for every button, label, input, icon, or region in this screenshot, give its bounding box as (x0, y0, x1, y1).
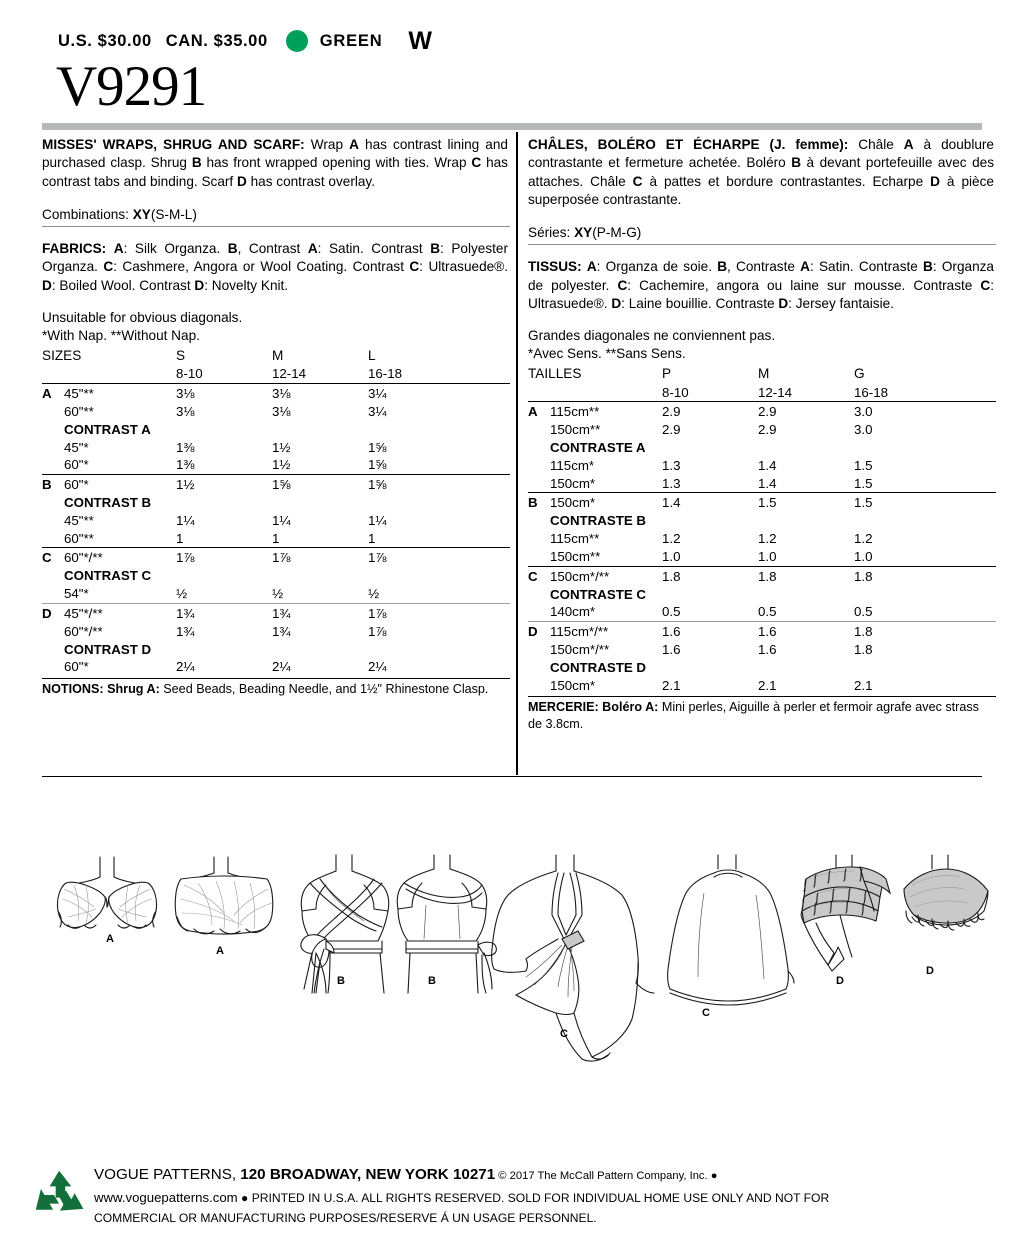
yardage-row (528, 493, 996, 512)
yardage-value: 1⅝ (368, 439, 387, 455)
fabric-width: 150cm* (550, 475, 596, 491)
garment-title-fr: CHÂLES, BOLÉRO ET ÉCHARPE (J. femme): (528, 137, 849, 152)
contrast-group-header: CONTRAST A (64, 421, 151, 437)
yardage-value (272, 421, 368, 439)
yardage-value: 3¼ (368, 403, 387, 419)
size-number-3: 16-18 (368, 366, 403, 382)
yardage-table-body-fr (528, 365, 996, 694)
yardage-value: 1¾ (176, 623, 195, 639)
fabric-width: 115cm*/** (550, 622, 662, 641)
fabric-width: 115cm* (550, 457, 595, 473)
yardage-row (528, 566, 996, 585)
size-number-1: 8-10 (662, 384, 689, 400)
fabrics-rule-en (42, 226, 510, 227)
yardage-row (42, 439, 510, 457)
yardage-row (528, 457, 996, 475)
yardage-row (528, 512, 996, 530)
view-letter: A (528, 402, 550, 421)
price-us: U.S. $30.00 (58, 31, 152, 50)
yardage-value: 1¼ (368, 512, 387, 528)
yardage-value (272, 494, 368, 512)
view-letter (528, 457, 550, 475)
yardage-row (42, 530, 510, 548)
fabric-width: 45"*/** (64, 603, 176, 622)
fabric-width: 150cm** (550, 422, 601, 438)
yardage-value: 1⅝ (368, 475, 510, 494)
yardage-value (758, 659, 854, 677)
fabrics-label-fr: TISSUS: (528, 259, 582, 275)
fabrics-en (42, 240, 510, 295)
figure-b-back (390, 853, 500, 1003)
yardage-row (528, 677, 996, 695)
yardage-row (528, 439, 996, 457)
yardage-value (758, 586, 854, 604)
yardage-value (176, 421, 272, 439)
yardage-value: 1.8 (662, 566, 758, 585)
nap-note-fr: *Avec Sens. **Sans Sens. (528, 346, 686, 362)
yardage-value: 1.8 (854, 641, 873, 657)
yardage-value: 1.4 (662, 493, 758, 512)
fabric-width: 45"** (64, 512, 94, 528)
size-col-1: P (662, 366, 672, 382)
copyright-text: © 2017 The McCall Pattern Company, Inc. ● (495, 1170, 718, 1182)
yardage-value: 1.0 (854, 548, 873, 564)
size-col-1: S (176, 348, 186, 364)
figure-a-back (168, 855, 288, 945)
view-letter: B (528, 493, 550, 512)
figure-label-d-back: D (926, 965, 934, 977)
fabric-width: 60"** (64, 403, 94, 419)
yardage-value (854, 586, 996, 604)
view-letter (528, 421, 550, 439)
yardage-value: 1.6 (758, 622, 854, 641)
garment-desc-text-fr: Châle A à doublure contrastante et fermeture achetée. Boléro B à devant portefeuille avec des attaches. Châle C à pattes et bordure contrastantes. Echarpe D à pièce superposée contrastante. (528, 137, 994, 207)
yardage-value: ½ (272, 586, 284, 602)
yardage-value: 2.9 (758, 402, 854, 421)
yardage-value: 1.6 (662, 622, 758, 641)
fabric-width: 45"** (64, 384, 176, 403)
garment-title-en: MISSES' WRAPS, SHRUG AND SCARF: (42, 137, 305, 152)
spacer-cell (42, 365, 176, 383)
figure-label-b-front: B (337, 975, 345, 987)
yardage-value: 1.3 (662, 457, 681, 473)
combinations-fr (528, 224, 996, 242)
contrast-group-header: CONTRAST C (64, 568, 152, 584)
yardage-row (528, 421, 996, 439)
figure-label-a-front: A (106, 933, 114, 945)
view-letter: A (42, 384, 64, 403)
fabric-width: 140cm* (550, 604, 596, 620)
nap-note-en: *With Nap. **Without Nap. (42, 327, 200, 343)
yardage-value: 2.9 (662, 402, 758, 421)
view-letter (528, 659, 550, 677)
yardage-value: 0.5 (854, 604, 873, 620)
yardage-value: 2.1 (854, 677, 873, 693)
notions-label-fr: MERCERIE: (528, 700, 599, 715)
yardage-row (528, 530, 996, 548)
fabric-width: 150cm* (550, 677, 596, 693)
fabric-width: 60"* (64, 659, 89, 675)
yardage-value: 3.0 (854, 402, 996, 421)
contrast-group-header: CONTRAST D (64, 641, 152, 657)
yardage-value: 2.9 (662, 422, 681, 438)
size-number-1: 8-10 (176, 366, 203, 382)
yardage-value: 3⅛ (272, 403, 291, 419)
yardage-value: 1 (176, 530, 184, 546)
view-letter (528, 512, 550, 530)
yardage-value: 2¼ (272, 659, 291, 675)
yardage-row (42, 548, 510, 567)
combinations-value-en: XY (132, 206, 151, 222)
view-letter (42, 403, 64, 421)
fabric-width: 60"*/** (64, 548, 176, 567)
notions-rule-fr (528, 696, 996, 697)
yardage-value (368, 641, 510, 659)
garment-description-fr (528, 136, 996, 209)
fabrics-text-fr: A: Organza de soie. B, Contraste A: Satin. Contraste B: Organza de polyester. C: Cachemire, angora ou laine sur mousse. Contraste C: Ultrasuede®. D: Laine bouillie. Contraste D: Jersey fantaisie. (528, 259, 995, 311)
size-col-3: G (854, 366, 865, 382)
yardage-table-fr (528, 365, 996, 694)
yardage-row (42, 475, 510, 494)
yardage-value: 1.4 (758, 475, 777, 491)
fabric-width: 60"* (64, 457, 89, 473)
yardage-header-row (42, 347, 510, 365)
view-letter (42, 623, 64, 641)
yardage-value (662, 659, 758, 677)
column-divider (516, 132, 518, 775)
fabric-width: 150cm* (550, 493, 662, 512)
fabric-width: 150cm** (550, 548, 601, 564)
combinations-value-fr: XY (574, 225, 593, 241)
yardage-value (368, 421, 510, 439)
fabric-width: 60"** (64, 530, 94, 546)
yardage-row (528, 641, 996, 659)
yardage-row (528, 586, 996, 604)
yardage-value: 1.5 (758, 493, 854, 512)
yardage-value (176, 494, 272, 512)
size-number-3: 16-18 (854, 384, 889, 400)
yardage-row (528, 475, 996, 493)
yardage-value: 1.2 (758, 531, 777, 547)
contrast-group-header: CONTRASTE A (550, 440, 646, 456)
yardage-value: 1.0 (758, 548, 777, 564)
footer-line-1 (94, 1163, 1014, 1186)
contrast-group-header: CONTRASTE B (550, 513, 647, 529)
view-letter (42, 456, 64, 474)
figure-label-d-front: D (836, 975, 844, 987)
view-letter: C (528, 566, 550, 585)
view-letter (528, 439, 550, 457)
yardage-value (854, 659, 996, 677)
view-letter: C (42, 548, 64, 567)
notions-en (42, 681, 510, 698)
fabric-width: 60"*/** (64, 623, 103, 639)
fabrics-rule-fr (528, 244, 996, 245)
view-letter (42, 512, 64, 530)
yardage-row (42, 567, 510, 585)
size-col-3: L (368, 348, 376, 364)
contrast-group-header: CONTRAST B (64, 495, 152, 510)
combinations-label-fr: Séries: (528, 225, 571, 241)
english-column (42, 136, 510, 710)
yardage-row (42, 623, 510, 641)
spacer-cell (528, 384, 662, 402)
view-letter (528, 603, 550, 621)
view-letter (528, 475, 550, 493)
price-can: CAN. $35.00 (165, 31, 268, 50)
combinations-label-en: Combinations: (42, 206, 129, 222)
view-letter (528, 586, 550, 604)
unsuitable-note-en: Unsuitable for obvious diagonals. (42, 309, 243, 325)
yardage-value (368, 567, 510, 585)
yardage-value: 1⅞ (368, 603, 510, 622)
yardage-value: 1¼ (176, 512, 195, 528)
contrast-group-header: CONTRASTE D (550, 659, 647, 675)
yardage-value: 1.5 (854, 493, 996, 512)
yardage-value: ½ (176, 586, 188, 602)
yardage-value: 1.6 (662, 641, 681, 657)
notions-rule-en (42, 678, 510, 679)
price-header (58, 26, 978, 56)
yardage-value: 1⅞ (368, 548, 510, 567)
yardage-subheader-row (42, 365, 510, 383)
line-drawings (0, 845, 1024, 1095)
yardage-row (42, 456, 510, 474)
yardage-value (662, 512, 758, 530)
fabrics-fr (528, 258, 996, 313)
figure-label-c-back: C (702, 1007, 710, 1019)
yardage-header-row (528, 365, 996, 383)
yardage-value: 1¾ (176, 603, 272, 622)
company-address: 120 BROADWAY, NEW YORK 10271 (240, 1166, 496, 1183)
view-letter: D (42, 603, 64, 622)
notions-view-fr: Boléro A: (598, 700, 659, 715)
figure-c-back (664, 853, 794, 1013)
yardage-row (528, 659, 996, 677)
yardage-value: ½ (368, 586, 380, 602)
yardage-row (42, 421, 510, 439)
yardage-row (528, 402, 996, 421)
view-letter (42, 567, 64, 585)
footer-line-2 (94, 1186, 1014, 1209)
yardage-row (42, 658, 510, 676)
view-letter (42, 641, 64, 659)
yardage-row (42, 384, 510, 403)
yardage-value: 3⅛ (272, 384, 368, 403)
yardage-value: 2¼ (176, 659, 195, 675)
view-letter (42, 439, 64, 457)
notions-fr (528, 699, 996, 732)
pattern-number: V9291 (56, 55, 207, 118)
yardage-value: 1¼ (272, 512, 291, 528)
view-letter: B (42, 475, 64, 494)
size-col-2: M (758, 366, 770, 382)
yardage-value: 3⅛ (176, 403, 195, 419)
yardage-value (854, 512, 996, 530)
yardage-value (662, 586, 758, 604)
view-letter: D (528, 622, 550, 641)
notions-text-en: Seed Beads, Beading Needle, and 1½" Rhinestone Clasp. (159, 682, 489, 697)
yardage-value: 2.9 (758, 422, 777, 438)
yardage-value (368, 494, 510, 512)
fabrics-text-en: A: Silk Organza. B, Contrast A: Satin. Contrast B: Polyester Organza. C: Cashmere, Angora or Wool Coating. Contrast C: Ultrasuede®. D: Boiled Wool. Contrast D: Novelty Knit. (42, 241, 509, 293)
yardage-row (528, 548, 996, 566)
green-dot-icon (286, 30, 308, 52)
yardage-value (758, 512, 854, 530)
yardage-row (42, 494, 510, 512)
notions-label-en: NOTIONS: (42, 682, 104, 697)
view-letter (528, 530, 550, 548)
footer-line-3: COMMERCIAL OR MANUFACTURING PURPOSES/RESERVE Á UN USAGE PERSONNEL. (94, 1210, 597, 1225)
combinations-sizes-fr: (P-M-G) (592, 225, 642, 241)
figure-label-a-back: A (216, 945, 224, 957)
yardage-row (42, 512, 510, 530)
yardage-value: 1.8 (854, 566, 996, 585)
yardage-value: 1⅝ (272, 475, 368, 494)
yardage-value: 1½ (272, 457, 291, 473)
yardage-value: 1 (368, 530, 376, 546)
fabric-width: 150cm*/** (550, 641, 610, 657)
recycle-icon (32, 1169, 88, 1221)
sizes-header: SIZES (42, 348, 82, 364)
yardage-row (528, 622, 996, 641)
yardage-value: 1¾ (272, 603, 368, 622)
view-letter (42, 494, 64, 512)
yardage-value: 2.1 (662, 677, 681, 693)
fabric-width: 115cm** (550, 402, 662, 421)
yardage-value: 1.2 (854, 531, 873, 547)
yardage-value (662, 439, 758, 457)
view-letter (528, 677, 550, 695)
footer-rights-1: ● PRINTED IN U.S.A. ALL RIGHTS RESERVED. SOLD FOR INDIVIDUAL HOME USE ONLY AND NOT FOR (237, 1191, 830, 1206)
yardage-value: 1⅞ (272, 548, 368, 567)
color-label: GREEN (319, 31, 383, 50)
unsuitable-note-fr: Grandes diagonales ne conviennent pas. (528, 327, 776, 343)
yardage-value: 1⅜ (176, 457, 195, 473)
yardage-value: 1.8 (758, 566, 854, 585)
yardage-value: 3⅛ (176, 384, 272, 403)
sizes-header: TAILLES (528, 366, 582, 382)
yardage-value: 1¾ (272, 623, 291, 639)
view-letter (528, 548, 550, 566)
contrast-group-header: CONTRASTE C (550, 586, 647, 602)
yardage-row (42, 603, 510, 622)
website-link[interactable]: www.voguepatterns.com (94, 1190, 238, 1206)
yardage-value: 1.2 (662, 531, 681, 547)
size-number-2: 12-14 (758, 384, 793, 400)
yardage-value: 1⅞ (368, 623, 387, 639)
fabric-width: 45"* (64, 439, 89, 455)
footer-text-block (94, 1163, 1014, 1227)
yardage-value: 1½ (176, 475, 272, 494)
combinations-sizes-en: (S-M-L) (150, 206, 197, 222)
figure-a-front (48, 855, 178, 945)
yardage-value (758, 439, 854, 457)
garment-desc-text-en: Wrap A has contrast lining and purchased clasp. Shrug B has front wrapped opening with ties. Wrap C has contrast tabs and binding. Scarf D has contrast overlay. (42, 137, 508, 189)
yardage-value (272, 567, 368, 585)
yardage-value: 1⅜ (176, 439, 195, 455)
yardage-value (176, 567, 272, 585)
yardage-row (42, 403, 510, 421)
figure-c-front (486, 853, 666, 1063)
view-letter (42, 530, 64, 548)
yardage-value (176, 641, 272, 659)
french-column (528, 136, 996, 745)
notions-text-fr: Mini perles, Aiguille à perler et fermoir agrafe avec strass de 3.8cm. (528, 700, 979, 732)
company-name: VOGUE PATTERNS, (94, 1166, 241, 1183)
garment-description-en (42, 136, 510, 191)
yardage-value: 1½ (272, 439, 291, 455)
yardage-value: 1.4 (758, 457, 777, 473)
fabric-width: 60"* (64, 475, 176, 494)
figure-d-front (800, 853, 900, 973)
yardage-value: 1.5 (854, 457, 873, 473)
combinations-en (42, 206, 510, 224)
yardage-table-en (42, 347, 510, 676)
header-divider (42, 123, 982, 130)
yardage-value: 1 (272, 530, 280, 546)
yardage-value: 1⅞ (176, 548, 272, 567)
fabric-width: 150cm*/** (550, 566, 662, 585)
yardage-value: 1.5 (854, 475, 873, 491)
size-group-letter: W (408, 26, 433, 55)
yardage-value: 1.8 (854, 622, 996, 641)
info-panel (42, 132, 995, 777)
fabric-width: 54"* (64, 586, 89, 602)
view-letter (42, 658, 64, 676)
yardage-value: 3¼ (368, 384, 510, 403)
yardage-value: 1.3 (662, 475, 681, 491)
view-letter (528, 641, 550, 659)
view-letter (42, 421, 64, 439)
yardage-value: 2.1 (758, 677, 777, 693)
yardage-row (528, 603, 996, 621)
yardage-subheader-row (528, 384, 996, 402)
notions-view-en: Shrug A: (103, 682, 160, 697)
yardage-value (854, 439, 996, 457)
fabrics-label-en: FABRICS: (42, 241, 107, 257)
yardage-value: 3.0 (854, 422, 873, 438)
view-letter (42, 585, 64, 603)
yardage-table-body-en (42, 347, 510, 676)
size-number-2: 12-14 (272, 366, 307, 382)
yardage-value: 1.0 (662, 548, 681, 564)
yardage-row (42, 641, 510, 659)
figure-d-back (898, 853, 998, 963)
figure-label-b-back: B (428, 975, 436, 987)
yardage-value (272, 641, 368, 659)
yardage-value: 0.5 (758, 604, 777, 620)
size-col-2: M (272, 348, 284, 364)
fabric-width: 115cm** (550, 531, 600, 547)
figure-label-c-front: C (560, 1028, 568, 1040)
yardage-value: 1.6 (758, 641, 777, 657)
yardage-row (42, 585, 510, 603)
yardage-value: 0.5 (662, 604, 681, 620)
yardage-value: 1⅝ (368, 457, 387, 473)
yardage-value: 2¼ (368, 659, 387, 675)
